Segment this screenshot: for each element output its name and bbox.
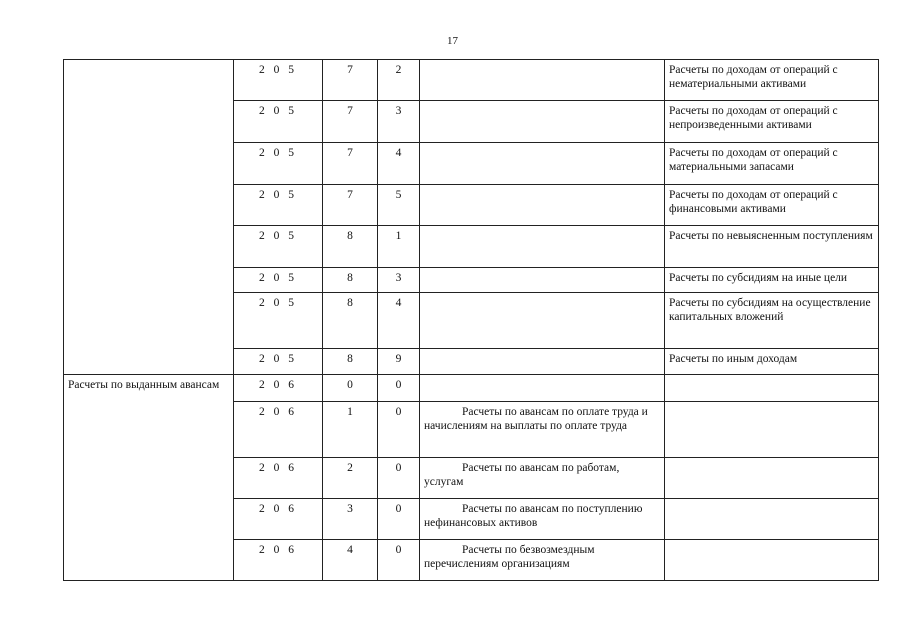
note-cell (665, 458, 879, 499)
description-cell (420, 185, 665, 226)
subcode-a-cell: 7 (323, 60, 378, 101)
description-cell: Расчеты по авансам по оплате труда и начислениям на выплаты по оплате труда (420, 402, 665, 458)
note-cell (665, 540, 879, 581)
subcode-b-cell: 0 (378, 540, 420, 581)
subcode-b-cell: 0 (378, 375, 420, 402)
subcode-b-cell: 0 (378, 458, 420, 499)
subcode-a-cell: 0 (323, 375, 378, 402)
description-cell (420, 143, 665, 185)
group-label-cell: Расчеты по выданным авансам (64, 375, 234, 581)
table-row (64, 60, 879, 101)
subcode-a-cell: 7 (323, 143, 378, 185)
account-code-cell: 2 0 5 (234, 60, 323, 101)
note-cell: Расчеты по доходам от операций с финансовыми активами (665, 185, 879, 226)
subcode-b-cell: 9 (378, 349, 420, 375)
account-code-cell: 2 0 6 (234, 458, 323, 499)
account-code-cell: 2 0 5 (234, 101, 323, 143)
description-cell (420, 349, 665, 375)
account-code-cell: 2 0 6 (234, 499, 323, 540)
description-cell (420, 60, 665, 101)
account-code-cell: 2 0 5 (234, 143, 323, 185)
description-cell: Расчеты по безвозмездным перечислениям организациям (420, 540, 665, 581)
group-label-cell (64, 60, 234, 375)
subcode-b-cell: 4 (378, 293, 420, 349)
account-code-cell: 2 0 6 (234, 540, 323, 581)
subcode-b-cell: 0 (378, 402, 420, 458)
page-number: 17 (447, 35, 458, 47)
table-row (64, 375, 879, 402)
subcode-a-cell: 1 (323, 402, 378, 458)
note-cell (665, 375, 879, 402)
account-code-cell: 2 0 5 (234, 349, 323, 375)
account-code-cell: 2 0 5 (234, 293, 323, 349)
subcode-b-cell: 0 (378, 499, 420, 540)
note-cell (665, 499, 879, 540)
description-cell (420, 101, 665, 143)
note-cell (665, 402, 879, 458)
subcode-a-cell: 3 (323, 499, 378, 540)
subcode-a-cell: 7 (323, 101, 378, 143)
description-cell (420, 375, 665, 402)
account-code-cell: 2 0 5 (234, 226, 323, 268)
account-code-cell: 2 0 6 (234, 402, 323, 458)
subcode-b-cell: 5 (378, 185, 420, 226)
note-cell: Расчеты по доходам от операций с нематериальными активами (665, 60, 879, 101)
account-code-cell: 2 0 5 (234, 185, 323, 226)
subcode-a-cell: 4 (323, 540, 378, 581)
description-cell (420, 293, 665, 349)
subcode-b-cell: 2 (378, 60, 420, 101)
subcode-a-cell: 8 (323, 293, 378, 349)
description-cell: Расчеты по авансам по поступлению нефинансовых активов (420, 499, 665, 540)
note-cell: Расчеты по доходам от операций с материальными запасами (665, 143, 879, 185)
subcode-a-cell: 2 (323, 458, 378, 499)
note-cell: Расчеты по невыясненным поступлениям (665, 226, 879, 268)
note-cell: Расчеты по субсидиям на иные цели (665, 268, 879, 293)
note-cell: Расчеты по иным доходам (665, 349, 879, 375)
note-cell: Расчеты по доходам от операций с непроизведенными активами (665, 101, 879, 143)
account-code-cell: 2 0 5 (234, 268, 323, 293)
subcode-a-cell: 8 (323, 349, 378, 375)
description-cell: Расчеты по авансам по работам, услугам (420, 458, 665, 499)
note-cell: Расчеты по субсидиям на осуществление капитальных вложений (665, 293, 879, 349)
subcode-a-cell: 8 (323, 268, 378, 293)
subcode-a-cell: 8 (323, 226, 378, 268)
subcode-b-cell: 3 (378, 268, 420, 293)
account-code-cell: 2 0 6 (234, 375, 323, 402)
subcode-b-cell: 3 (378, 101, 420, 143)
subcode-b-cell: 4 (378, 143, 420, 185)
accounts-table (63, 59, 879, 581)
description-cell (420, 226, 665, 268)
subcode-a-cell: 7 (323, 185, 378, 226)
subcode-b-cell: 1 (378, 226, 420, 268)
description-cell (420, 268, 665, 293)
